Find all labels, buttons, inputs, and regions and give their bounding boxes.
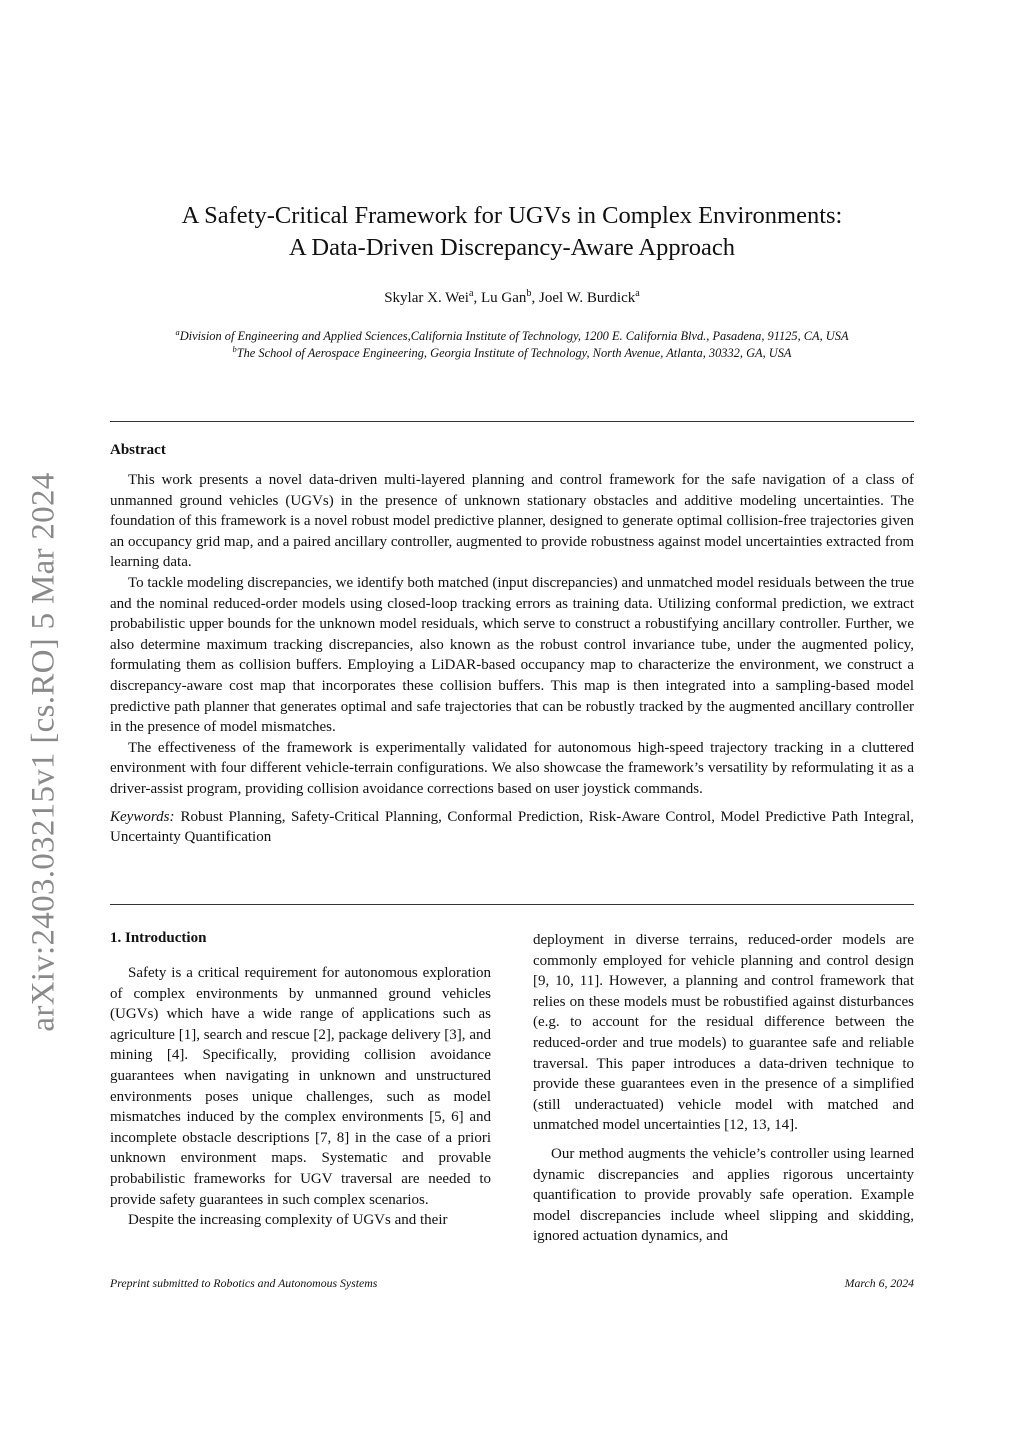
- introduction-heading: 1. Introduction: [110, 930, 207, 946]
- abstract-heading: Abstract: [110, 442, 166, 458]
- author-name: Skylar X. Wei: [384, 290, 469, 306]
- affiliation-text: Division of Engineering and Applied Sciences,California Institute of Technology, 1200 E. California Blvd., Pasadena, 91125, CA, USA: [179, 329, 849, 343]
- affiliation-mark: b: [232, 343, 237, 354]
- intro-paragraph-3: Our method augments the vehicle’s controller using learned dynamic discrepancies and applies rigorous uncertainty quantification to provide provably safe operation. Example model discrepancies include wheel slipping and skidding, ignored actuation dynamics, and: [533, 1145, 914, 1245]
- author-affil-mark: a: [635, 288, 640, 299]
- keywords-text: Robust Planning, Safety-Critical Planning, Conformal Prediction, Risk-Aware Control, Model Predictive Path Integral, Uncertainty Quantification: [110, 808, 914, 846]
- page-footer: [110, 1276, 914, 1291]
- abstract-bottom-rule: [110, 904, 914, 905]
- abstract-paragraph-2: To tackle modeling discrepancies, we identify both matched (input discrepancies) and unmatched model residuals between the true and the nominal reduced-order models using closed-loop tracking errors as training data. Utilizing conformal prediction, we extract probabilistic upper bounds for the unknown model residuals, which serve to construct a robustifying ancillary controller. Further, we also determine maximum tracking discrepancies, also known as the robust control invariance tube, under the augmented policy, formulating them as collision buffers. Employing a LiDAR-based occupancy map to characterize the environment, we construct a discrepancy-aware cost map that incorporates these collision buffers. This map is then integrated into a sampling-based model predictive path planner that generates optimal and safe trajectories that can be robustly tracked by the augmented ancillary controller in the presence of model mismatches.: [110, 574, 914, 736]
- author-affil-mark: a: [468, 288, 474, 299]
- abstract-top-rule: [110, 421, 914, 422]
- author-separator: ,: [531, 290, 539, 306]
- footer-date: March 6, 2024: [844, 1276, 914, 1290]
- affiliation-text: The School of Aerospace Engineering, Georgia Institute of Technology, North Avenue, Atlanta, 30332, GA, USA: [236, 345, 792, 360]
- author-separator: ,: [473, 290, 481, 306]
- author-list: [110, 290, 914, 307]
- abstract-section: [110, 440, 914, 848]
- arxiv-identifier: arXiv:2403.03215v1 [cs.RO] 5 Mar 2024: [25, 472, 62, 1032]
- footer-journal: Preprint submitted to Robotics and Autonomous Systems: [110, 1276, 378, 1290]
- affiliation-a: [110, 328, 914, 345]
- author-name: Lu Gan: [481, 290, 527, 306]
- paper-title: [110, 200, 914, 264]
- abstract-paragraph-1: This work presents a novel data-driven multi-layered planning and control framework for the safe navigation of a class of unmanned ground vehicles (UGVs) in the presence of unknown stationary obstacles and additive modeling uncertainties. The foundation of this framework is a novel robust model predictive planner, designed to generate optimal collision-free trajectories given an occupancy grid map, and a paired ancillary controller, augmented to provide robustness against model uncertainties extracted from learning data.: [110, 472, 914, 571]
- affiliation-b: [110, 345, 914, 362]
- paper-title-line-1: A Safety-Critical Framework for UGVs in Complex Environments:: [181, 202, 843, 229]
- affiliation-mark: a: [175, 326, 180, 337]
- keywords: [110, 807, 914, 848]
- intro-paragraph-1: Safety is a critical requirement for autonomous exploration of complex environments by unmanned ground vehicles (UGVs) which have a wide range of applications such as agriculture [1], search and rescue [2], package delivery [3], and mining [4]. Specifically, providing collision avoidance guarantees when navigating in unknown and unstructured environments poses unique challenges, such as model mismatches induced by the complex environments [5, 6] and incomplete obstacle descriptions [7, 8] in the case of a priori unknown environment maps. Systematic and provable probabilistic frameworks for UGV traversal are needed to provide safety guarantees in such complex scenarios.: [110, 965, 491, 1208]
- arxiv-sidebar: [16, 448, 72, 1056]
- intro-paragraph-2: Despite the increasing complexity of UGVs and their: [128, 1212, 448, 1229]
- affiliations: [110, 328, 914, 361]
- author-affil-mark: b: [526, 288, 532, 299]
- abstract-paragraph-3: The effectiveness of the framework is experimentally validated for autonomous high-speed trajectory tracking in a cluttered environment with four different vehicle-terrain configurations. We also showcase the framework’s versatility by reformulating it as a driver-assist program, providing collision avoidance corrections based on user joystick commands.: [110, 739, 914, 797]
- author-name: Joel W. Burdick: [539, 290, 636, 306]
- left-column: [110, 928, 491, 1231]
- intro-paragraph-2-continued: deployment in diverse terrains, reduced-order models are commonly employed for vehicle planning and control design [9, 10, 11]. However, a planning and control framework that relies on these models must be robustified against disturbances (e.g. to account for the residual difference between the reduced-order and true models) to guarantee safe and reliable traversal. This paper introduces a data-driven technique to provide these guarantees even in the presence of a simplified (still underactuated) vehicle model with matched and unmatched model uncertainties [12, 13, 14].: [533, 932, 914, 1134]
- right-column: [533, 930, 914, 1247]
- keywords-label: Keywords:: [110, 808, 175, 825]
- paper-title-line-2: A Data-Driven Discrepancy-Aware Approach: [288, 234, 736, 261]
